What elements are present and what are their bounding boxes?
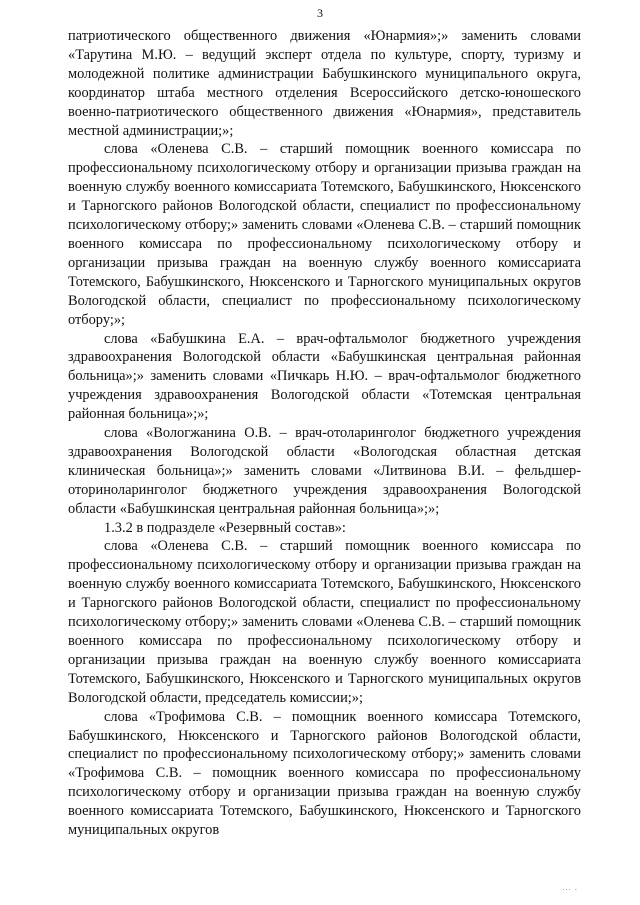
paragraph: слова «Трофимова С.В. – помощник военного комиссара Тотемского, Бабушкинского, Нюксенского и Тарногского районов Вологодской области, специалист по профессиональному психологическому отбору;» заменить словами «Трофимова С.В. – помощник военного комиссара по профессиональному психологическому отбору и организации призыва граждан на военную службу военного комиссариата Тотемского, Бабушкинского, Нюксенского и Тарногского муниципальных округов — [68, 708, 581, 839]
paragraph: слова «Бабушкина Е.А. – врач-офтальмолог бюджетного учреждения здравоохранения Вологодской области «Бабушкинская центральная районная больница»;» заменить словами «Пичкарь Н.Ю. – врач-офтальмолог бюджетного учреждения здравоохранения Вологодской области «Тотемская центральная районная больница»;»; — [68, 330, 581, 423]
paragraph: слова «Вологжанина О.В. – врач-отоларинголог бюджетного учреждения здравоохранения Вологодской области «Вологодская областная детская клиническая больница»;» заменить словами «Литвинова В.И. – фельдшер-оториноларинголог бюджетного учреждения здравоохранения Вологодской области «Бабушкинская центральная районная больница»;»; — [68, 425, 581, 517]
scan-artifact-mark: ··· · — [562, 886, 579, 894]
paragraph: слова «Оленева С.В. – старший помощник военного комиссара по профессиональному психологическому отбору и организации призыва граждан на военную службу военного комиссариата Тотемского, Бабушкинского, Нюксенского и Тарногского районов Вологодской области, специалист по профессиональному психологическому отбору;» заменить словами «Оленева С.В. – старший помощник военного комиссара по профессиональному психологическому отбору и организации призыва граждан на военную службу военного комиссариата Тотемского, Бабушкинского, Нюксенского и Тарногского муниципальных округов Вологодской области, специалист по профессиональному психологическому отбору;»; — [68, 141, 581, 328]
page-number: 3 — [317, 6, 323, 20]
paragraph: 1.3.2 в подразделе «Резервный состав»: — [104, 519, 346, 536]
paragraph: слова «Оленева С.В. – старший помощник военного комиссара по профессиональному психологическому отбору и организации призыва граждан на военную службу военного комиссариата Тотемского, Бабушкинского, Нюксенского и Тарногского районов Вологодской области, специалист по профессиональному психологическому отбору;» заменить словами «Оленева С.В. – старший помощник военного комиссара по профессиональному психологическому отбору и организации призыва граждан на военную службу военного комиссариата Тотемского, Бабушкинского, Нюксенского и Тарногского муниципальных округов Вологодской области, председатель комиссии;»; — [68, 538, 581, 706]
document-body — [68, 27, 581, 840]
paragraph: патриотического общественного движения «Юнармия»;» заменить словами «Тарутина М.Ю. – ведущий эксперт отдела по культуре, спорту, туризму и молодежной политике администрации Бабушкинского муниципального округа, координатор штаба местного отделения Всероссийского детско-юношеского военно-патриотического общественного движения «Юнармия», представитель местной администрации;»; — [68, 28, 581, 139]
